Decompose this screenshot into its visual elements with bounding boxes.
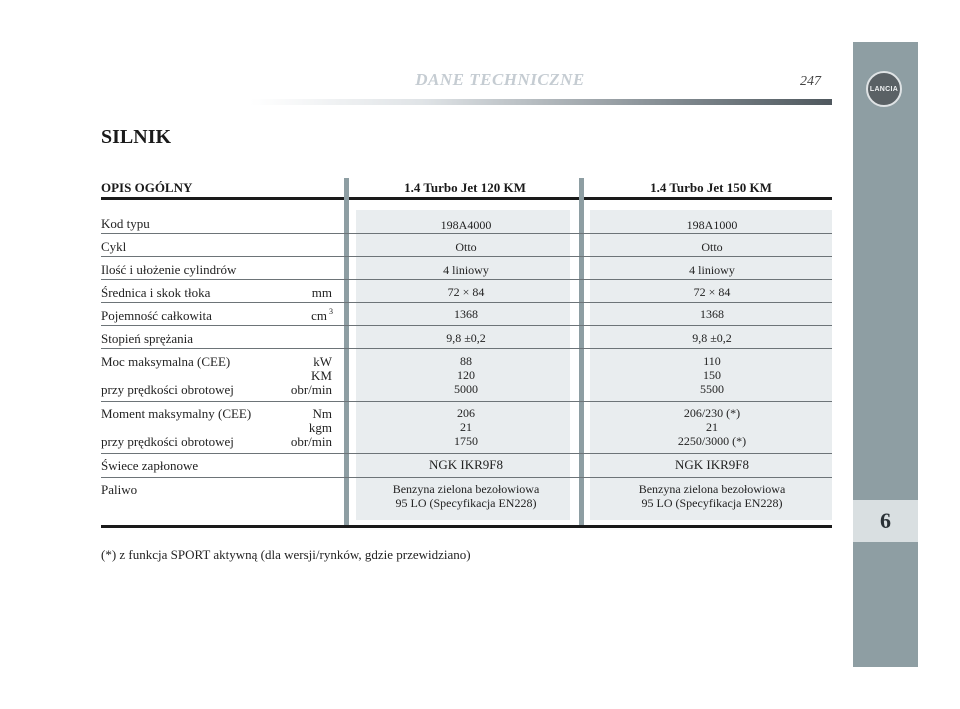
row-label: Paliwo bbox=[101, 482, 138, 497]
value-120km: 9,8 ±0,2 bbox=[446, 331, 486, 345]
row-sublabel: przy prędkości obrotowej bbox=[101, 434, 234, 449]
value-120km: Benzyna zielona bezołowiowa bbox=[392, 482, 540, 496]
column-divider-2 bbox=[579, 178, 584, 526]
logo-text: LANCIA bbox=[869, 85, 899, 93]
value-150km: 5500 bbox=[700, 382, 724, 396]
row-separator bbox=[101, 477, 832, 478]
row-unit: obr/min bbox=[290, 434, 332, 449]
lancia-logo-icon bbox=[866, 71, 902, 107]
value-150km: Otto bbox=[701, 240, 723, 254]
row-unit: obr/min bbox=[290, 382, 332, 397]
row-separator bbox=[101, 256, 832, 257]
column-header-120km: 1.4 Turbo Jet 120 KM bbox=[404, 180, 526, 195]
value-150km: 95 LO (Specyfikacja EN228) bbox=[641, 496, 783, 510]
value-120km: Otto bbox=[455, 240, 477, 254]
column-divider-1 bbox=[344, 178, 349, 526]
row-label: Kod typu bbox=[101, 216, 150, 231]
row-unit: KM bbox=[311, 368, 332, 383]
value-150km: 2250/3000 (*) bbox=[677, 434, 747, 448]
value-120km: 4 liniowy bbox=[443, 263, 489, 277]
value-150km: 4 liniowy bbox=[689, 263, 735, 277]
value-120km: 120 bbox=[457, 368, 475, 382]
value-120km: 5000 bbox=[454, 382, 478, 396]
value-120km: 1368 bbox=[454, 307, 478, 321]
row-label: Pojemność całkowita bbox=[101, 308, 212, 323]
row-label: Moc maksymalna (CEE) bbox=[101, 354, 231, 369]
row-unit: mm bbox=[311, 285, 332, 300]
column-header-description: OPIS OGÓLNY bbox=[101, 180, 193, 195]
value-150km: 72 × 84 bbox=[693, 285, 731, 299]
value-120km: 1750 bbox=[454, 434, 478, 448]
value-120km: 72 × 84 bbox=[447, 285, 485, 299]
row-label: Stopień sprężania bbox=[101, 331, 194, 346]
row-unit-superscript: 3 bbox=[329, 307, 333, 316]
value-120km: 206 bbox=[457, 406, 475, 420]
value-120km: 88 bbox=[460, 354, 472, 368]
value-150km: 206/230 (*) bbox=[683, 406, 741, 420]
row-separator bbox=[101, 325, 832, 326]
value-120km: 198A4000 bbox=[440, 218, 492, 232]
value-150km: 198A1000 bbox=[686, 218, 738, 232]
value-150km: 1368 bbox=[700, 307, 724, 321]
table-bottom-rule bbox=[101, 525, 832, 528]
row-label: Cykl bbox=[101, 239, 127, 254]
value-150km: NGK IKR9F8 bbox=[674, 457, 750, 472]
row-separator bbox=[101, 302, 832, 303]
page-number: 247 bbox=[800, 74, 821, 89]
value-120km: 95 LO (Specyfikacja EN228) bbox=[395, 496, 537, 510]
row-separator bbox=[101, 279, 832, 280]
column-header-150km: 1.4 Turbo Jet 150 KM bbox=[650, 180, 772, 195]
row-separator bbox=[101, 233, 832, 234]
row-label: Ilość i ułożenie cylindrów bbox=[101, 262, 237, 277]
value-120km: NGK IKR9F8 bbox=[428, 457, 504, 472]
row-separator bbox=[101, 401, 832, 402]
row-separator bbox=[101, 348, 832, 349]
header-rule bbox=[250, 99, 832, 105]
value-120km: 21 bbox=[460, 420, 472, 434]
row-separator bbox=[101, 453, 832, 454]
row-unit: kgm bbox=[308, 420, 332, 435]
row-label: Średnica i skok tłoka bbox=[101, 285, 211, 300]
value-150km: 9,8 ±0,2 bbox=[692, 331, 732, 345]
value-150km: 21 bbox=[706, 420, 718, 434]
value-150km: 110 bbox=[703, 354, 721, 368]
footnote: (*) z funkcja SPORT aktywną (dla wersji/rynków, gdzie przewidziano) bbox=[101, 547, 471, 562]
table-header-rule bbox=[101, 197, 832, 200]
section-title: SILNIK bbox=[101, 126, 172, 148]
row-label: Świece zapłonowe bbox=[101, 458, 199, 473]
header-title: DANE TECHNICZNE bbox=[415, 70, 585, 89]
row-label: Moment maksymalny (CEE) bbox=[101, 406, 252, 421]
row-unit: Nm bbox=[312, 406, 332, 421]
value-150km: Benzyna zielona bezołowiowa bbox=[638, 482, 786, 496]
row-sublabel: przy prędkości obrotowej bbox=[101, 382, 234, 397]
value-150km: 150 bbox=[703, 368, 721, 382]
row-unit: cm bbox=[311, 308, 327, 323]
row-unit: kW bbox=[313, 354, 332, 369]
chapter-number: 6 bbox=[853, 500, 918, 542]
chapter-side-bar bbox=[853, 42, 918, 667]
